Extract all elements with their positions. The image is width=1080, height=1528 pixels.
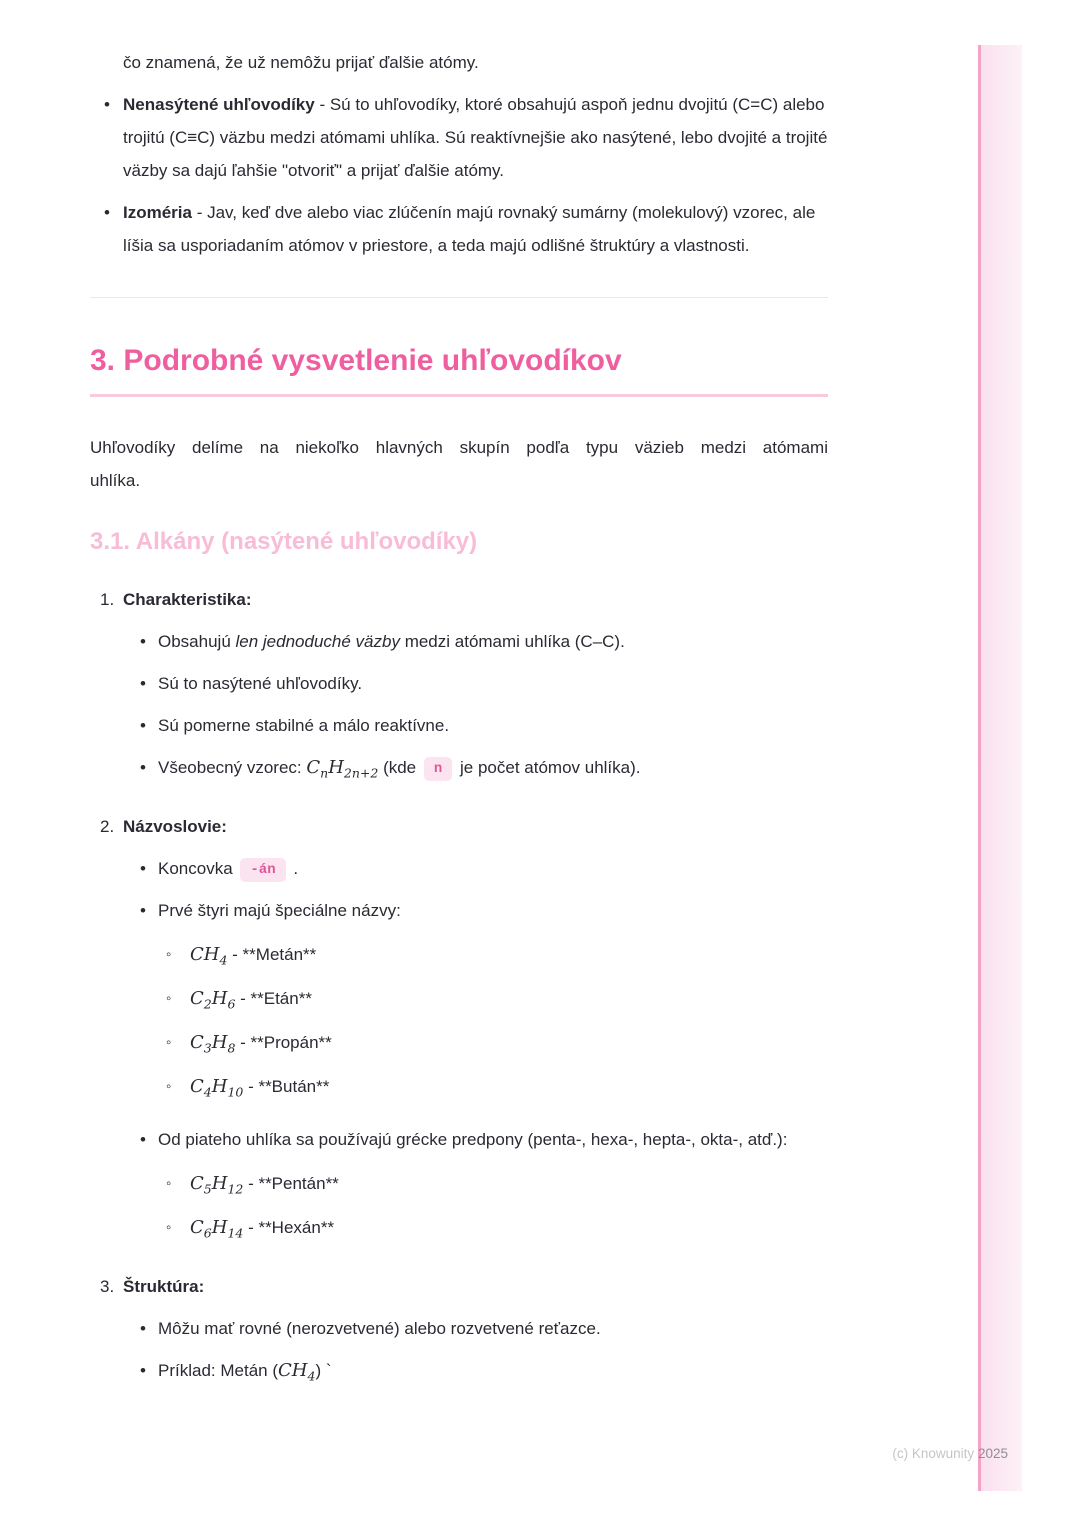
circle-bullet-icon: ◦ [166,1078,172,1095]
text-run: Môžu mať rovné (nerozvetvené) alebo rozvetvené reťazce. [158,1319,601,1338]
item-body [123,583,828,784]
circle-bullet-icon: ◦ [166,946,172,963]
list-item [123,1312,828,1345]
alkane-name: - **Bután** [243,1077,330,1096]
page-edge-decoration [978,45,1022,1491]
text-run: Sú pomerne stabilné a málo reaktívne. [158,716,450,735]
definition-term: Izoméria [123,203,192,222]
text-run: je počet atómov uhlíka). [455,758,641,777]
alkane-item [158,982,828,1015]
text-run: Príklad: Metán ( [158,1361,278,1380]
item-title: Štruktúra: [123,1277,205,1296]
definition-text [123,88,828,187]
bullet-icon: • [140,1319,146,1338]
text-run: ) ` [315,1361,332,1380]
document-content [90,46,828,1387]
subsection-heading: 3.1. Alkány (nasýtené uhľovodíky) [90,528,478,555]
greek-names-list [158,1167,828,1244]
general-formula: $C_nH_{2n+2}$ [306,757,379,781]
bullet-icon: • [140,901,146,920]
chemical-formula: $C_6H_{14}$ [190,1217,244,1241]
chemical-formula: $CH_4$ [278,1360,316,1384]
list-item [123,852,828,885]
italic-phrase: len jednoduché väzby [235,632,400,651]
list-item [123,667,828,700]
text-run: . [288,859,299,878]
chemical-formula: $C_4H_{10}$ [190,1076,244,1100]
alkane-name: - **Etán** [235,989,312,1008]
item-number: 1. [100,590,115,609]
text-run: (kde [378,758,421,777]
alkane-item [158,938,828,971]
definition-body: - Jav, keď dve alebo viac zlúčenín majú rovnaký sumárny (molekulový) vzorec, ale líšia sa usporiadaním atómov v priestore, a teda majú odlišné štruktúry a vlastnosti. [123,203,816,255]
section-intro-paragraph: Uhľovodíky delíme na niekoľko hlavných skupín podľa typu väzieb medzi atómami uhlíka. [90,438,828,490]
list-item [123,625,828,658]
text-run: Obsahujú [158,632,236,651]
inline-code-badge-suffix: -án [240,858,285,882]
text-run: Od piateho uhlíka sa používajú grécke predpony (penta-, hexa-, hepta-, okta-, atď.): [158,1130,788,1149]
text-run: Všeobecný vzorec: [158,758,307,777]
numbered-item-structure [90,1270,828,1387]
item-number: 3. [100,1277,115,1296]
text-run: medzi atómami uhlíka (C–C). [399,632,625,651]
special-names-list [158,938,828,1103]
alkane-item [158,1167,828,1200]
bullet-icon: • [140,632,146,651]
definition-body: - Sú to uhľovodíky, ktoré obsahujú aspoň jednu dvojitú (C=C) alebo trojitú (C≡C) väzbu medzi atómami uhlíka. Sú reaktívnejšie ako nasýtené, lebo dvojité a trojité väzby sa dajú ľahšie "otvoriť" a prijať ďalšie atómy. [123,95,828,180]
numbered-item-nomenclature [90,810,828,1244]
numbered-item-characteristics [90,583,828,784]
text-run: Prvé štyri majú špeciálne názvy: [158,901,401,920]
item-body [123,810,828,1244]
alkane-name: - **Hexán** [243,1218,335,1237]
alkane-name: - **Metán** [227,945,317,964]
alkane-item [158,1211,828,1244]
inline-code-badge-n: n [424,757,452,781]
copyright-year: 2025 [977,1446,1008,1461]
bullet-icon: • [140,716,146,735]
circle-bullet-icon: ◦ [166,1175,172,1192]
bullet-icon: • [140,758,146,777]
bullet-icon: • [140,1130,146,1149]
chemical-formula: $C_2H_6$ [190,988,236,1012]
text-run: Sú to nasýtené uhľovodíky. [158,674,363,693]
list-item [123,709,828,742]
circle-bullet-icon: ◦ [166,990,172,1007]
alkane-item [158,1070,828,1103]
bullet-icon: • [104,203,110,222]
chemical-formula: $CH_4$ [190,944,228,968]
chemical-formula: $C_3H_8$ [190,1032,236,1056]
chemical-formula: $C_5H_{12}$ [190,1173,244,1197]
text-run: Koncovka [158,859,238,878]
section-divider [90,297,828,298]
item-body [123,1270,828,1387]
copyright-text: (c) Knowunity [892,1446,975,1461]
bullet-icon: • [140,1361,146,1380]
item-title: Charakteristika: [123,590,252,609]
list-item [123,894,828,1103]
definition-item-unsaturated [90,88,828,187]
list-item [123,751,828,784]
alkane-name: - **Pentán** [243,1174,339,1193]
wrapped-paragraph-tail: čo znamená, že už nemôžu prijať ďalšie atómy. [123,53,479,72]
list-item [123,1123,828,1244]
circle-bullet-icon: ◦ [166,1219,172,1236]
bullet-icon: • [140,859,146,878]
alkane-name: - **Propán** [235,1033,332,1052]
circle-bullet-icon: ◦ [166,1034,172,1051]
bullet-icon: • [140,674,146,693]
copyright-footer [892,1446,1008,1462]
item-title: Názvoslovie: [123,817,227,836]
list-item [123,1354,828,1387]
section-heading: 3. Podrobné vysvetlenie uhľovodíkov [90,342,828,397]
definition-item-isomerism [90,196,828,262]
definition-text [123,196,828,262]
item-number: 2. [100,817,115,836]
bullet-icon: • [104,95,110,114]
alkane-item [158,1026,828,1059]
definition-term: Nenasýtené uhľovodíky [123,95,315,114]
